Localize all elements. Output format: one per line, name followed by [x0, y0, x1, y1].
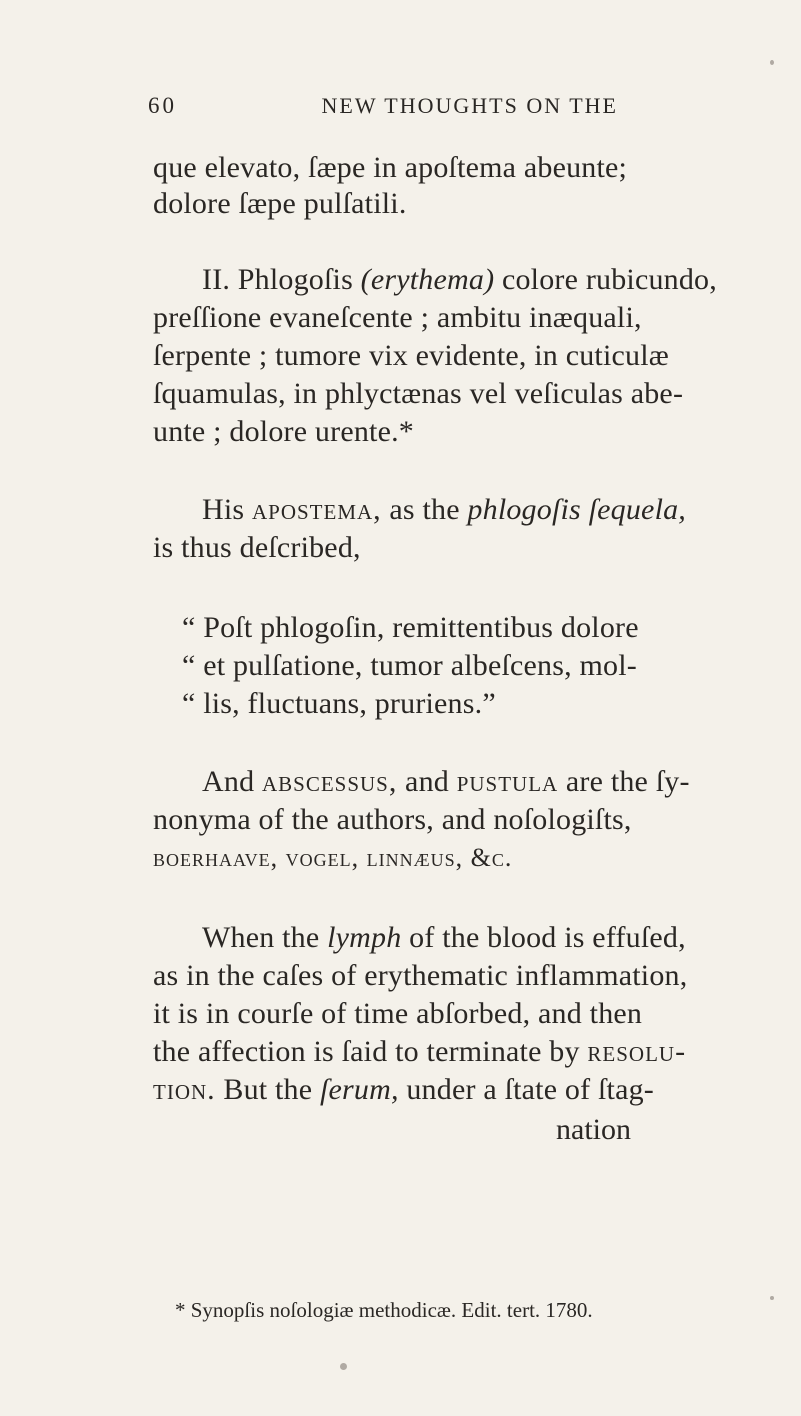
- italic-term: phlogoſis ſequela,: [467, 493, 687, 526]
- text-line: [202, 492, 686, 528]
- text-line: [202, 764, 690, 800]
- quote-line: “ et pulſatione, tumor albeſcens, mol-: [182, 649, 637, 682]
- small-caps-term: abscessus,: [261, 765, 398, 798]
- small-caps-term: tion.: [153, 1073, 216, 1106]
- text-line: [202, 920, 686, 956]
- text-line: [153, 1072, 654, 1108]
- page-header: [148, 93, 618, 119]
- text-line: ſerpente ; tumore vix evidente, in cuticulæ: [153, 339, 669, 372]
- text-span: But the: [215, 1073, 320, 1106]
- italic-term: (erythema): [360, 263, 495, 296]
- quote-line: “ Poſt phlogoſin, remittentibus dolore: [182, 611, 639, 644]
- text-line: dolore ſæpe pulſatili.: [153, 187, 407, 220]
- text-span: II. Phlogoſis: [202, 263, 361, 296]
- text-span: His: [202, 493, 252, 526]
- text-span: as the: [381, 493, 468, 526]
- small-caps-term: resolu-: [587, 1035, 687, 1068]
- text-line: unte ; dolore urente.*: [153, 415, 414, 448]
- text-line-names: boerhaave, vogel, linnæus, &c.: [153, 843, 513, 872]
- paper-speck: [770, 60, 774, 65]
- text-span: the affection is ſaid to terminate by: [153, 1035, 588, 1068]
- italic-term: ſerum,: [319, 1073, 399, 1106]
- text-span: and: [397, 765, 457, 798]
- text-span: of the blood is effuſed,: [401, 921, 686, 954]
- running-title: NEW THOUGHTS ON THE: [321, 93, 618, 118]
- text-line: [153, 1034, 686, 1070]
- text-span: under a ſtate of ſtag-: [398, 1073, 654, 1106]
- text-line: [202, 262, 717, 298]
- text-line: nonyma of the authors, and noſologiſts,: [153, 803, 632, 836]
- small-caps-term: pustula: [456, 765, 559, 798]
- catchword: nation: [556, 1113, 631, 1146]
- text-line: as in the caſes of erythematic inflammation,: [153, 959, 688, 992]
- page-number: 60: [148, 93, 177, 118]
- text-line: is thus deſcribed,: [153, 531, 361, 564]
- text-span: are the ſy-: [558, 765, 690, 798]
- text-span: colore rubicundo,: [494, 263, 717, 296]
- footnote: * Synopſis noſologiæ methodicæ. Edit. tert. 1780.: [175, 1298, 593, 1322]
- paper-speck: [770, 1296, 774, 1300]
- text-span: When the: [202, 921, 328, 954]
- text-line: ſquamulas, in phlyctænas vel veſiculas abe-: [153, 377, 684, 410]
- text-line: preſſione evaneſcente ; ambitu inæquali,: [153, 301, 642, 334]
- text-line: que elevato, ſæpe in apoſtema abeunte;: [153, 151, 628, 184]
- text-span: And: [202, 765, 262, 798]
- small-caps-term: apostema,: [251, 493, 382, 526]
- text-line: it is in courſe of time abſorbed, and then: [153, 997, 643, 1030]
- paper-speck: [340, 1363, 347, 1370]
- quote-line: “ lis, fluctuans, pruriens.”: [182, 687, 496, 720]
- italic-term: lymph: [327, 921, 402, 954]
